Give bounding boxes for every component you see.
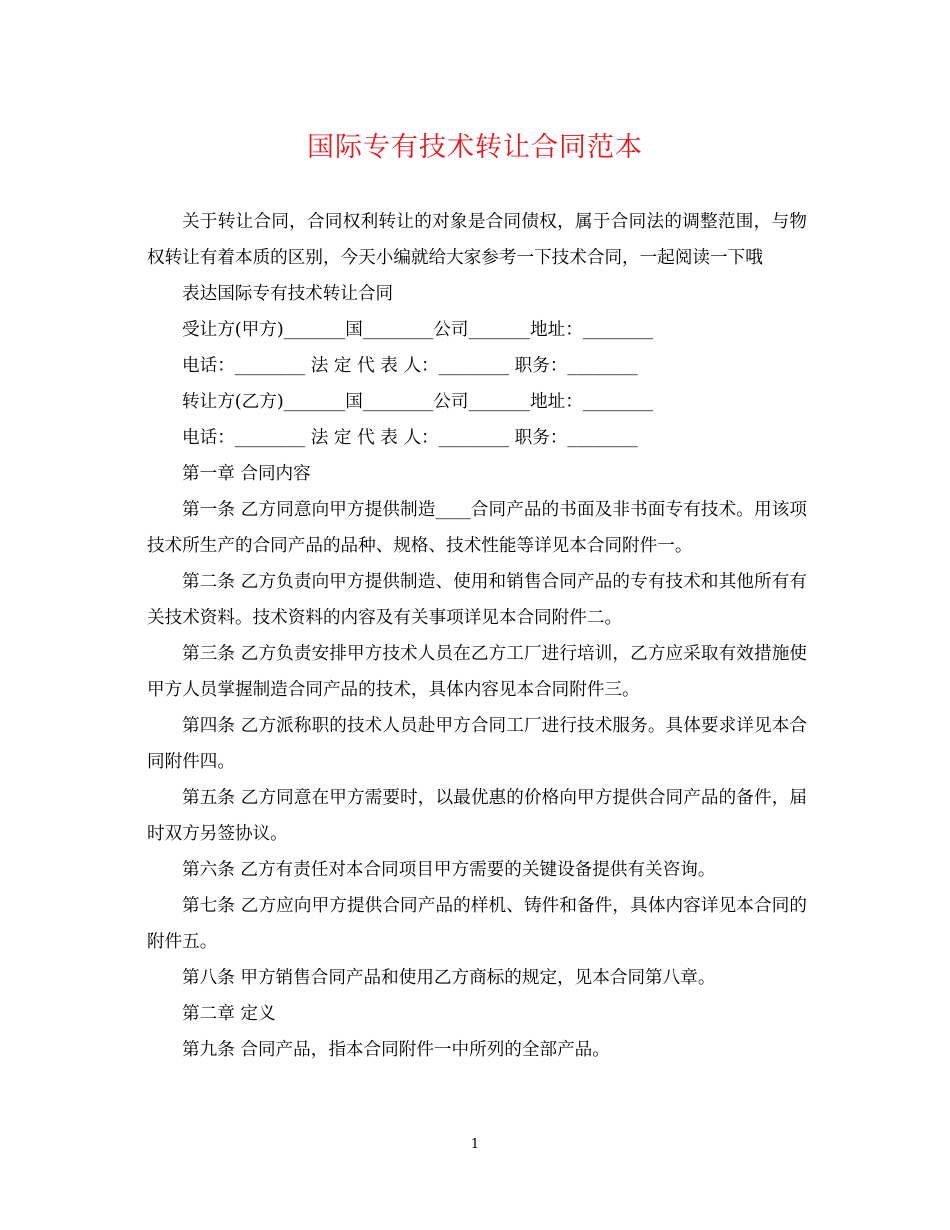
- article-8: 第八条 甲方销售合同产品和使用乙方商标的规定，见本合同第八章。: [182, 968, 716, 988]
- party-a-contact-line: 电话：________ 法 定 代 表 人：________ 职务：________: [182, 356, 638, 376]
- contract-name-line: 表达国际专有技术转让合同: [182, 284, 394, 304]
- article-6: 第六条 乙方有责任对本合同项目甲方需要的关键设备提供有关咨询。: [182, 860, 716, 880]
- document-title: 国际专有技术转让合同范本: [307, 132, 643, 163]
- article-9: 第九条 合同产品，指本合同附件一中所列的全部产品。: [182, 1040, 610, 1060]
- chapter-heading: 第一章 合同内容: [182, 464, 311, 484]
- article-3: 第三条 乙方负责安排甲方技术人员在乙方工厂进行培训，乙方应采取有效措施使甲方人员掌握制造合同产品的技术，具体内容见本合同附件三。: [147, 644, 807, 700]
- article-7: 第七条 乙方应向甲方提供合同产品的样机、铸件和备件，具体内容详见本合同的附件五。: [147, 896, 807, 952]
- chapter-heading: 第二章 定义: [182, 1004, 276, 1024]
- party-b-line: 转让方(乙方)_______国________公司_______地址：________: [182, 392, 654, 412]
- article-4: 第四条 乙方派称职的技术人员赴甲方合同工厂进行技术服务。具体要求详见本合同附件四。: [147, 716, 807, 772]
- party-b-contact-line: 电话：________ 法 定 代 表 人：________ 职务：________: [182, 428, 638, 448]
- intro-paragraph: 关于转让合同，合同权利转让的对象是合同债权，属于合同法的调整范围，与物权转让有着本质的区别，今天小编就给大家参考一下技术合同，一起阅读一下哦: [147, 212, 807, 268]
- article-1: 第一条 乙方同意向甲方提供制造____合同产品的书面及非书面专有技术。用该项技术所生产的合同产品的品种、规格、技术性能等详见本合同附件一。: [147, 500, 807, 556]
- article-2: 第二条 乙方负责向甲方提供制造、使用和销售合同产品的专有技术和其他所有有关技术资料。技术资料的内容及有关事项详见本合同附件二。: [147, 572, 807, 628]
- party-a-line: 受让方(甲方)_______国________公司_______地址：________: [182, 320, 654, 340]
- document-body: [147, 204, 807, 1068]
- article-5: 第五条 乙方同意在甲方需要时，以最优惠的价格向甲方提供合同产品的备件，届时双方另签协议。: [147, 788, 807, 844]
- page-number: 1: [470, 1137, 480, 1152]
